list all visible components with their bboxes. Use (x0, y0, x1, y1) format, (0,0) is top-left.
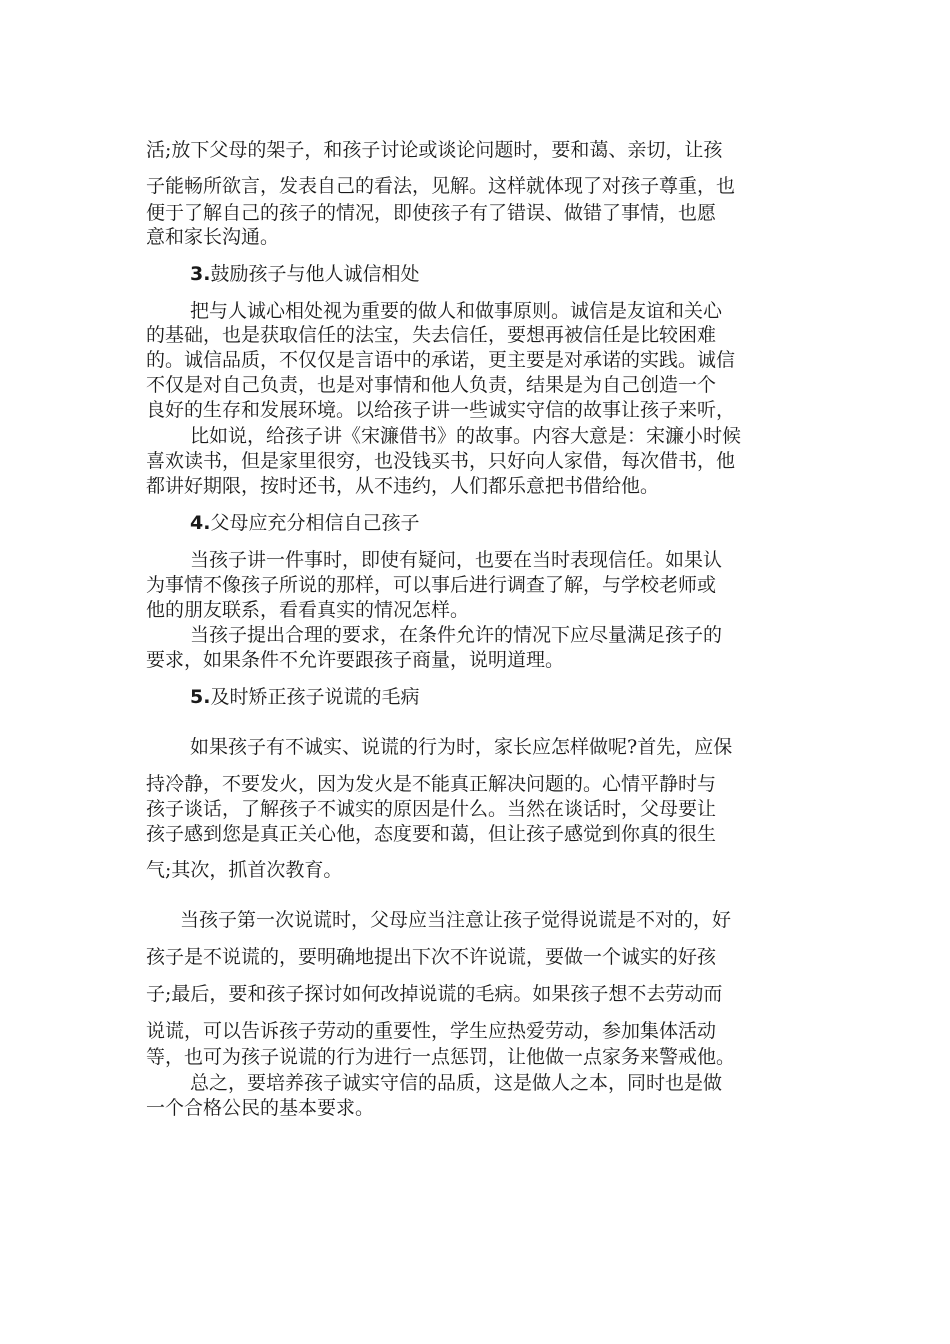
section-heading-3 (190, 262, 808, 287)
paragraph-line: 气;其次，抓首次教育。 (146, 859, 343, 881)
paragraph-line: 比如说，给孩子讲《宋濂借书》的故事。内容大意是：宋濂小时候 (190, 425, 742, 447)
paragraph-line: 当孩子第一次说谎时，父母应当注意让孩子觉得说谎是不对的，好 (180, 909, 732, 931)
paragraph-line: 的基础，也是获取信任的法宝，失去信任，要想再被信任是比较困难 (146, 324, 717, 346)
section-title: 及时矫正孩子说谎的毛病 (210, 686, 420, 708)
paragraph-line: 便于了解自己的孩子的情况，即使孩子有了错误、做错了事情，也愿 (146, 202, 717, 224)
paragraph-line: 把与人诚心相处视为重要的做人和做事原则。诚信是友谊和关心 (190, 300, 723, 322)
paragraph-line: 孩子感到您是真正关心他，态度要和蔼，但让孩子感觉到你真的很生 (146, 823, 717, 845)
paragraph-line: 一个合格公民的基本要求。 (146, 1097, 375, 1119)
paragraph-line: 孩子是不说谎的，要明确地提出下次不许说谎，要做一个诚实的好孩 (146, 946, 717, 968)
paragraph-line: 要求，如果条件不允许要跟孩子商量，说明道理。 (146, 649, 565, 671)
paragraph-line: 为事情不像孩子所说的那样，可以事后进行调查了解，与学校老师或 (146, 574, 717, 596)
paragraph-line: 等，也可为孩子说谎的行为进行一点惩罚，让他做一点家务来警戒他。 (146, 1046, 736, 1068)
paragraph-line: 活;放下父母的架子，和孩子讨论或谈论问题时，要和蔼、亲切，让孩 (146, 139, 723, 161)
section-heading-4 (190, 511, 808, 536)
paragraph-line: 当孩子提出合理的要求，在条件允许的情况下应尽量满足孩子的 (190, 624, 723, 646)
section-title: 鼓励孩子与他人诚信相处 (210, 263, 420, 285)
paragraph-line: 的。诚信品质，不仅仅是言语中的承诺，更主要是对承诺的实践。诚信 (146, 349, 736, 371)
section-heading-5 (190, 685, 808, 710)
paragraph-line: 孩子谈话，了解孩子不诚实的原因是什么。当然在谈话时，父母要让 (146, 798, 717, 820)
paragraph-line: 不仅是对自己负责，也是对事情和他人负责，结果是为自己创造一个 (146, 374, 717, 396)
section-number: 4. (190, 512, 211, 534)
section-title: 父母应充分相信自己孩子 (210, 512, 420, 534)
paragraph-line: 总之，要培养孩子诚实守信的品质，这是做人之本，同时也是做 (190, 1072, 723, 1094)
paragraph-line: 良好的生存和发展环境。以给孩子讲一些诚实守信的故事让孩子来听， (146, 399, 736, 421)
paragraph-line: 意和家长沟通。 (146, 226, 280, 248)
paragraph-line: 喜欢读书，但是家里很穷，也没钱买书，只好向人家借，每次借书，他 (146, 450, 736, 472)
paragraph-line: 子;最后，要和孩子探讨如何改掉说谎的毛病。如果孩子想不去劳动而 (146, 983, 723, 1005)
paragraph-line: 子能畅所欲言，发表自己的看法，见解。这样就体现了对孩子尊重，也 (146, 175, 736, 197)
section-number: 3. (190, 263, 211, 285)
paragraph-line: 当孩子讲一件事时，即使有疑问，也要在当时表现信任。如果认 (190, 549, 723, 571)
paragraph-line: 都讲好期限，按时还书，从不违约，人们都乐意把书借给他。 (146, 475, 660, 497)
paragraph-line: 他的朋友联系，看看真实的情况怎样。 (146, 599, 470, 621)
paragraph-line: 持冷静，不要发火，因为发火是不能真正解决问题的。心情平静时与 (146, 773, 717, 795)
paragraph-line: 说谎，可以告诉孩子劳动的重要性，学生应热爱劳动，参加集体活动 (146, 1020, 717, 1042)
section-number: 5. (190, 686, 211, 708)
paragraph-line: 如果孩子有不诚实、说谎的行为时，家长应怎样做呢?首先，应保 (190, 736, 733, 758)
